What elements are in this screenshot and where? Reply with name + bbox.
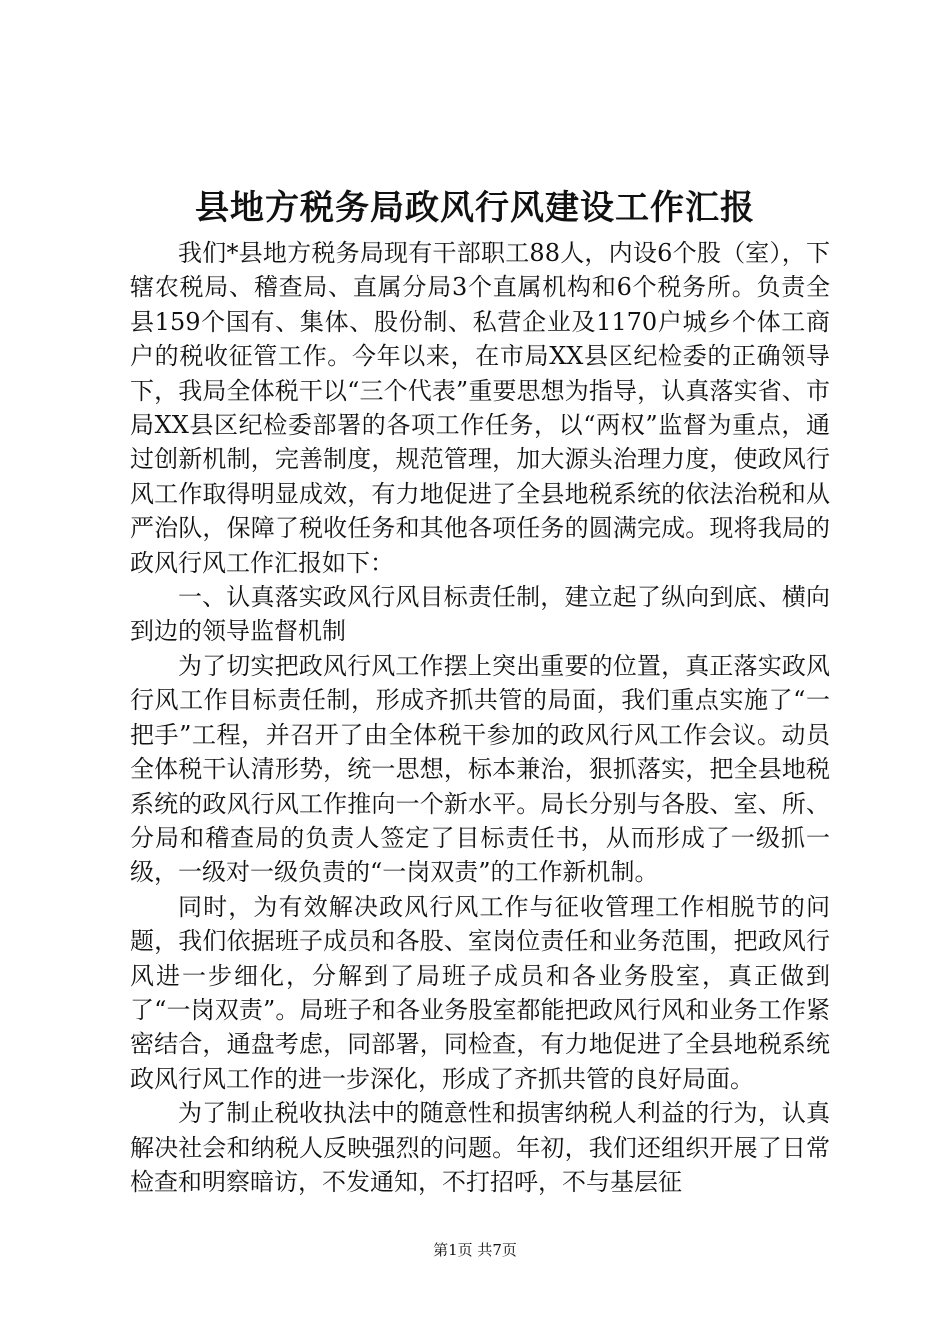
- section-heading-1: 一、认真落实政风行风目标责任制，建立起了纵向到底、横向到边的领导监督机制: [130, 583, 830, 646]
- document-body: [130, 236, 830, 1199]
- paragraph-intro: 我们*县地方税务局现有干部职工88人，内设6个股（室），下辖农税局、稽查局、直属分局3个直属机构和6个税务所。负责全县159个国有、集体、股份制、私营企业及1170户城乡个体工商户的税收征管工作。今年以来，在市局XX县区纪检委的正确领导下，我局全体税干以“三个代表”重要思想为指导，认真落实省、市局XX县区纪检委部署的各项工作任务，以“两权”监督为重点，通过创新机制，完善制度，规范管理，加大源头治理力度，使政风行风工作取得明显成效，有力地促进了全县地税系统的依法治税和从严治队，保障了税收任务和其他各项任务的圆满完成。现将我局的政风行风工作汇报如下：: [130, 239, 830, 577]
- paragraph-responsibility: 为了切实把政风行风工作摆上突出重要的位置，真正落实政风行风工作目标责任制，形成齐抓共管的局面，我们重点实施了“一把手”工程，并召开了由全体税干参加的政风行风工作会议。动员全体税干认清形势，统一思想，标本兼治，狠抓落实，把全县地税系统的政风行风工作推向一个新水平。局长分别与各股、室、所、分局和稽查局的负责人签定了目标责任书，从而形成了一级抓一级，一级对一级负责的“一岗双责”的工作新机制。: [130, 651, 830, 887]
- paragraph-dual-duty: 同时，为有效解决政风行风工作与征收管理工作相脱节的问题，我们依据班子成员和各股、室岗位责任和业务范围，把政风行风进一步细化，分解到了局班子成员和各业务股室，真正做到了“一岗双责”。局班子和各业务股室都能把政风行风和业务工作紧密结合，通盘考虑，同部署，同检查，有力地促进了全县地税系统政风行风工作的进一步深化，形成了齐抓共管的良好局面。: [130, 892, 830, 1093]
- paragraph-inspection: 为了制止税收执法中的随意性和损害纳税人利益的行为，认真解决社会和纳税人反映强烈的问题。年初，我们还组织开展了日常检查和明察暗访，不发通知，不打招呼，不与基层征: [130, 1099, 830, 1196]
- page-number-footer: 第1页 共7页: [433, 1241, 517, 1259]
- document-title: 县地方税务局政风行风建设工作汇报: [195, 188, 755, 228]
